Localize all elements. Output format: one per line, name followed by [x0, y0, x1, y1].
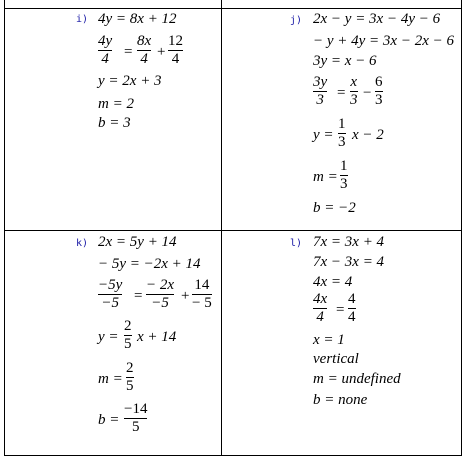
line-type: vertical	[313, 351, 359, 367]
slope-line: m = 2	[98, 96, 134, 112]
equation-line: 7x = 3x + 4	[313, 234, 385, 250]
intercept-line: b =	[98, 412, 120, 428]
equation-line: 3y = x − 6	[313, 53, 377, 69]
fraction: 6 3	[375, 74, 383, 108]
fraction: 1 3	[340, 158, 348, 192]
fraction: 4 4	[348, 291, 356, 325]
fraction: 12 4	[168, 33, 183, 67]
problem-label: j)	[290, 15, 303, 26]
equals-sign: =	[134, 288, 143, 304]
slope-line: m = undefined	[313, 371, 401, 387]
fraction: 2 5	[124, 318, 132, 352]
equals-sign: =	[336, 302, 345, 318]
slope-line: m =	[98, 371, 123, 387]
fraction: 4y 4	[98, 33, 113, 67]
equation-line: 2x = 5y + 14	[98, 234, 177, 250]
equation-line: x − 2	[352, 127, 384, 143]
plus-sign: +	[157, 44, 166, 60]
intercept-line: b = 3	[98, 115, 131, 131]
intercept-line: b = none	[313, 392, 368, 408]
fraction: −5y −5	[98, 277, 123, 311]
equation-line: 4x = 4	[313, 274, 353, 290]
equation-line: y = 2x + 3	[98, 73, 162, 89]
fraction: 1 3	[338, 116, 346, 150]
fraction: x 3	[350, 74, 358, 108]
equation-line: 2x − y = 3x − 4y − 6	[313, 11, 441, 27]
equation-line: 7x − 3x = 4	[313, 254, 385, 270]
equation-line: x = 1	[313, 332, 345, 348]
fraction: 14 − 5	[192, 277, 212, 311]
problem-label: i)	[76, 14, 89, 25]
intercept-line: b = −2	[313, 200, 356, 216]
fraction: − 2x −5	[146, 277, 175, 311]
equals-sign: =	[337, 85, 346, 101]
equation-line: − 5y = −2x + 14	[98, 256, 201, 272]
slope-line: m =	[313, 169, 338, 185]
problem-label: k)	[76, 238, 89, 249]
fraction: 4x 4	[313, 291, 328, 325]
equals-sign: =	[124, 44, 133, 60]
problem-label: l)	[290, 238, 303, 249]
equation-line: y =	[313, 127, 334, 143]
fraction: −14 5	[124, 401, 148, 435]
fraction: 8x 4	[137, 33, 152, 67]
equation-line: 4y = 8x + 12	[98, 11, 177, 27]
equation-line: x + 14	[137, 329, 177, 345]
fraction: 2 5	[126, 360, 134, 394]
plus-sign: +	[181, 288, 190, 304]
equation-line: y =	[98, 329, 119, 345]
minus-sign: −	[363, 85, 372, 101]
fraction: 3y 3	[313, 74, 328, 108]
equation-line: − y + 4y = 3x − 2x − 6	[313, 33, 454, 49]
